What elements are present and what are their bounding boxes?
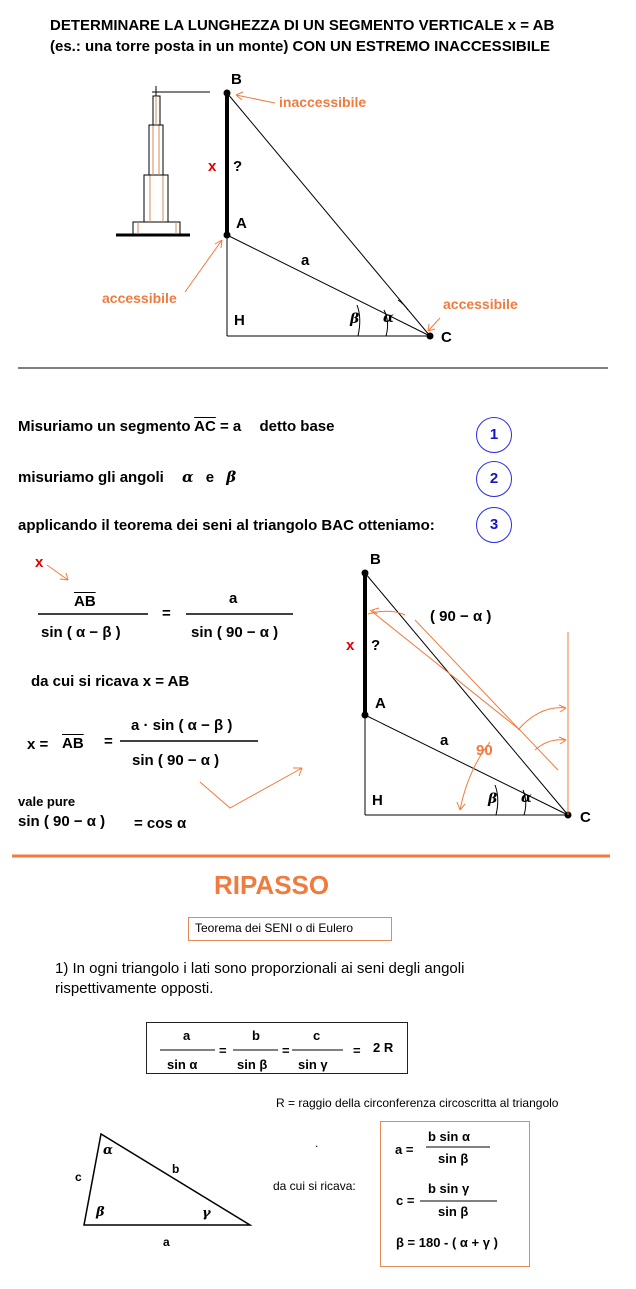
fig1-accessible-left: accessibile xyxy=(102,290,177,306)
fig1-alpha: α xyxy=(383,310,394,326)
fig2-point-a: A xyxy=(375,695,386,712)
formula-vale-pure: vale pure xyxy=(18,794,76,809)
fig2-a-label: a xyxy=(440,732,449,749)
formula-identity-left: sin ( 90 − α ) xyxy=(18,813,106,830)
formula-num2: a · sin ( α − β ) xyxy=(131,717,233,734)
fig2-question: ? xyxy=(371,637,381,654)
ratio-b: b xyxy=(252,1028,260,1043)
tri-gamma: γ xyxy=(202,1206,211,1221)
step2-label: misuriamo gli angoli xyxy=(18,469,164,486)
fig1-point-b: B xyxy=(231,71,242,88)
step1-base: detto base xyxy=(259,418,335,435)
tri-beta: β xyxy=(96,1205,105,1220)
step3-badge: 3 xyxy=(476,507,512,543)
tri-a-label: a xyxy=(163,1235,170,1249)
fig1-question: ? xyxy=(233,158,243,175)
ratio-eq2: = xyxy=(282,1043,290,1058)
fig2-x-label: x xyxy=(346,637,355,654)
review-title: RIPASSO xyxy=(214,870,330,900)
theorem-box-label: Teorema dei SENI o di Eulero xyxy=(195,921,354,935)
tri-alpha: α xyxy=(103,1143,114,1158)
f1-lhs: a = xyxy=(395,1142,414,1157)
figure2-orange-construction xyxy=(368,608,568,815)
ratio-sin-b: sin β xyxy=(237,1057,268,1072)
stray-dot: . xyxy=(315,1136,319,1150)
f2-lhs: c = xyxy=(396,1193,415,1208)
formula-derive: da cui si ricava x = AB xyxy=(31,673,190,690)
f2-den: sin β xyxy=(438,1204,469,1219)
fig1-point-a: A xyxy=(236,215,247,232)
step1-equals: = a xyxy=(220,418,242,435)
header-line1: DETERMINARE LA LUNGHEZZA DI UN SEGMENTO VERTICALE x = AB xyxy=(50,17,555,34)
fig2-beta: β xyxy=(488,791,498,807)
ratio-a: a xyxy=(183,1028,191,1043)
step3-text: applicando il teorema dei seni al triangolo BAC otteniamo: xyxy=(18,517,435,534)
ratio-sin-a: sin α xyxy=(167,1057,198,1072)
formula-den2: sin ( 90 − α ) xyxy=(132,752,220,769)
ratio-c: c xyxy=(313,1028,321,1043)
fig1-beta: β xyxy=(350,311,360,327)
fig2-angle-label: ( 90 − α ) xyxy=(430,608,492,625)
tri-c-label: c xyxy=(75,1170,82,1184)
step1-badge: 1 xyxy=(476,417,512,453)
f3: β = 180 - ( α + γ ) xyxy=(396,1235,498,1250)
step2-text xyxy=(18,468,236,486)
fig2-ninety: 90 xyxy=(476,742,493,759)
fig1-x-label: x xyxy=(208,158,217,175)
fig1-point-c: C xyxy=(441,329,452,346)
step2-beta: β xyxy=(226,468,237,486)
formula-identity-right: = cos α xyxy=(134,815,187,832)
formula-den-right: sin ( 90 − α ) xyxy=(191,624,279,641)
statement-line2: rispettivamente opposti. xyxy=(55,980,214,997)
formula-num-right: a xyxy=(229,590,238,607)
ratio-eq3: = xyxy=(353,1043,361,1058)
formula-den-left: sin ( α − β ) xyxy=(41,624,121,641)
f2-num: b sin γ xyxy=(428,1181,470,1196)
step2-alpha: α xyxy=(182,468,194,486)
f1-num: b sin α xyxy=(428,1129,470,1144)
header-line2: (es.: una torre posta in un monte) CON UN ESTREMO INACCESSIBILE xyxy=(50,38,551,55)
statement-line1: 1) In ogni triangolo i lati sono proporzionali ai seni degli angoli xyxy=(55,960,465,977)
fig1-inaccessible-label: inaccessibile xyxy=(279,94,367,110)
fig1-point-h: H xyxy=(234,312,245,329)
ratio-sin-c: sin γ xyxy=(298,1057,328,1072)
fig1-a-label: a xyxy=(301,252,310,269)
tri-b-label: b xyxy=(172,1162,180,1176)
fig1-accessible-right: accessibile xyxy=(443,296,518,312)
step1-text xyxy=(18,418,334,435)
fig2-alpha: α xyxy=(521,790,532,806)
step2-and: e xyxy=(205,469,215,486)
figure1-triangle xyxy=(227,93,430,336)
formula-equals2: = xyxy=(104,733,113,750)
step1-label: Misuriamo un segmento xyxy=(18,418,191,435)
formula-num-left: $\overline{AB}$ xyxy=(74,593,96,610)
formula-equals: = xyxy=(162,605,171,622)
fig2-point-h: H xyxy=(372,792,383,809)
fig2-point-c: C xyxy=(580,809,591,826)
review-derive: da cui si ricava: xyxy=(273,1179,356,1193)
formula-x-mark: x xyxy=(35,554,44,571)
f1-den: sin β xyxy=(438,1151,469,1166)
fig2-point-b: B xyxy=(370,551,381,568)
step2-badge: 2 xyxy=(476,461,512,497)
formula-x-ab: $\overline{AB}$ xyxy=(62,735,84,752)
figure1-arrows xyxy=(185,92,440,331)
formula-x-eq: x = xyxy=(27,736,49,753)
step1-segment: $\overline{AC}$ xyxy=(194,418,216,435)
r-note: R = raggio della circonferenza circoscritta al triangolo xyxy=(276,1096,559,1110)
ratio-eq1: = xyxy=(219,1043,227,1058)
ratio-2r: 2 R xyxy=(373,1040,394,1055)
tower-drawing xyxy=(116,86,210,235)
